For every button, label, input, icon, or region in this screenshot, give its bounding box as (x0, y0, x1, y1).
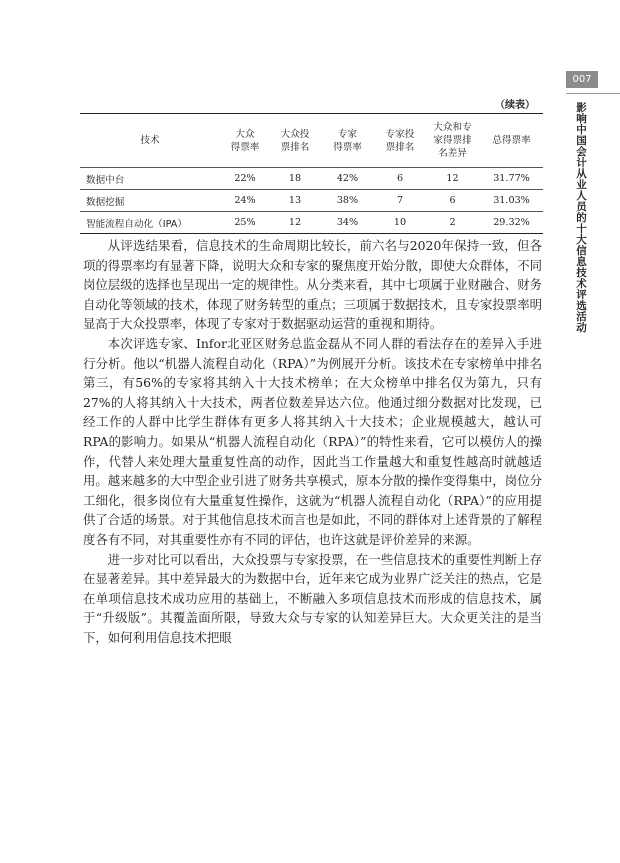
cell-expert-rank: 10 (375, 212, 425, 234)
cell-expert-rank: 6 (375, 168, 425, 190)
cell-public-rate: 22% (220, 168, 270, 190)
cell-rank-diff: 6 (425, 190, 480, 212)
cell-public-rank: 13 (270, 190, 320, 212)
cell-rank-diff: 2 (425, 212, 480, 234)
cell-total-rate: 31.77% (480, 168, 543, 190)
table-header-row (80, 114, 543, 168)
header-total-vote-rate: 总得票率 (480, 114, 543, 168)
section-side-title: 影响中国会计从业人员的十大信息技术评选活动 (575, 102, 587, 333)
header-expert-vote-rank: 专家投 票排名 (375, 114, 425, 168)
body-text (83, 236, 542, 647)
cell-total-rate: 31.03% (480, 190, 543, 212)
header-expert-vote-rate: 专家 得票率 (320, 114, 375, 168)
cell-public-rank: 12 (270, 212, 320, 234)
page-number: 007 (566, 71, 598, 88)
table-row (80, 212, 543, 234)
cell-public-rate: 25% (220, 212, 270, 234)
cell-expert-rank: 7 (375, 190, 425, 212)
cell-total-rate: 29.32% (480, 212, 543, 234)
paragraph: 从评选结果看，信息技术的生命周期比较长，前六名与2020年保持一致，但各项的得票率均有显著下降，说明大众和专家的聚焦度开始分散，即使大众群体，不同岗位层级的选择也呈现出一定的规律性。从分类来看，其中七项属于业财融合、财务自动化等领域的技术，体现了财务转型的重点；三项属于数据技术，且专家投票率明显高于大众投票率，体现了专家对于数据驱动运营的重视和期待。 (83, 238, 542, 332)
table-continued-label: （续表） (495, 100, 535, 111)
header-public-vote-rank: 大众投 票排名 (270, 114, 320, 168)
data-table (80, 113, 543, 234)
cell-rank-diff: 12 (425, 168, 480, 190)
cell-expert-rate: 38% (320, 190, 375, 212)
side-divider (566, 93, 620, 94)
cell-technology: 智能流程自动化（IPA） (80, 212, 220, 234)
cell-public-rate: 24% (220, 190, 270, 212)
paragraph: 进一步对比可以看出，大众投票与专家投票，在一些信息技术的重要性判断上存在显著差异。其中差异最大的为数据中台，近年来它成为业界广泛关注的热点，它是在单项信息技术成功应用的基础上，不断融入多项信息技术而形成的信息技术，属于“升级版”。其覆盖面所限，导致大众与专家的认知差异巨大。大众更关注的是当下，如何利用信息技术把眼 (83, 551, 542, 645)
cell-technology: 数据挖掘 (80, 190, 220, 212)
cell-expert-rate: 42% (320, 168, 375, 190)
table-row (80, 190, 543, 212)
cell-expert-rate: 34% (320, 212, 375, 234)
cell-public-rank: 18 (270, 168, 320, 190)
table-row (80, 168, 543, 190)
header-rank-difference: 大众和专 家得票排 名差异 (425, 114, 480, 168)
cell-technology: 数据中台 (80, 168, 220, 190)
header-technology: 技术 (80, 114, 220, 168)
paragraph: 本次评选专家、Infor北亚区财务总监金磊从不同人群的看法存在的差异入手进行分析。他以“机器人流程自动化（RPA）”为例展开分析。该技术在专家榜单中排名第三，有56%的专家将其纳入十大技术榜单；在大众榜单中排名仅为第九，只有27%的人将其纳入十大技术，两者位数差异达六位。他通过细分数据对比发现，已经工作的人群中比学生群体有更多人将其纳入十大技术；企业规模越大，越认可RPA的影响力。如果从“机器人流程自动化（RPA）”的特性来看，它可以模仿人的操作，代替人来处理大量重复性高的动作，因此当工作量越大和重复性越高时就越适用。越来越多的大中型企业引进了财务共享模式，原本分散的操作变得集中，岗位分工细化，很多岗位有大量重复性操作，这就为“机器人流程自动化（RPA）”的应用提供了合适的场景。对于其他信息技术而言也是如此，不同的群体对上述背景的了解程度各有不同，对其重要性亦有不同的评估，也许这就是评价差异的来源。 (83, 335, 542, 547)
header-public-vote-rate: 大众 得票率 (220, 114, 270, 168)
